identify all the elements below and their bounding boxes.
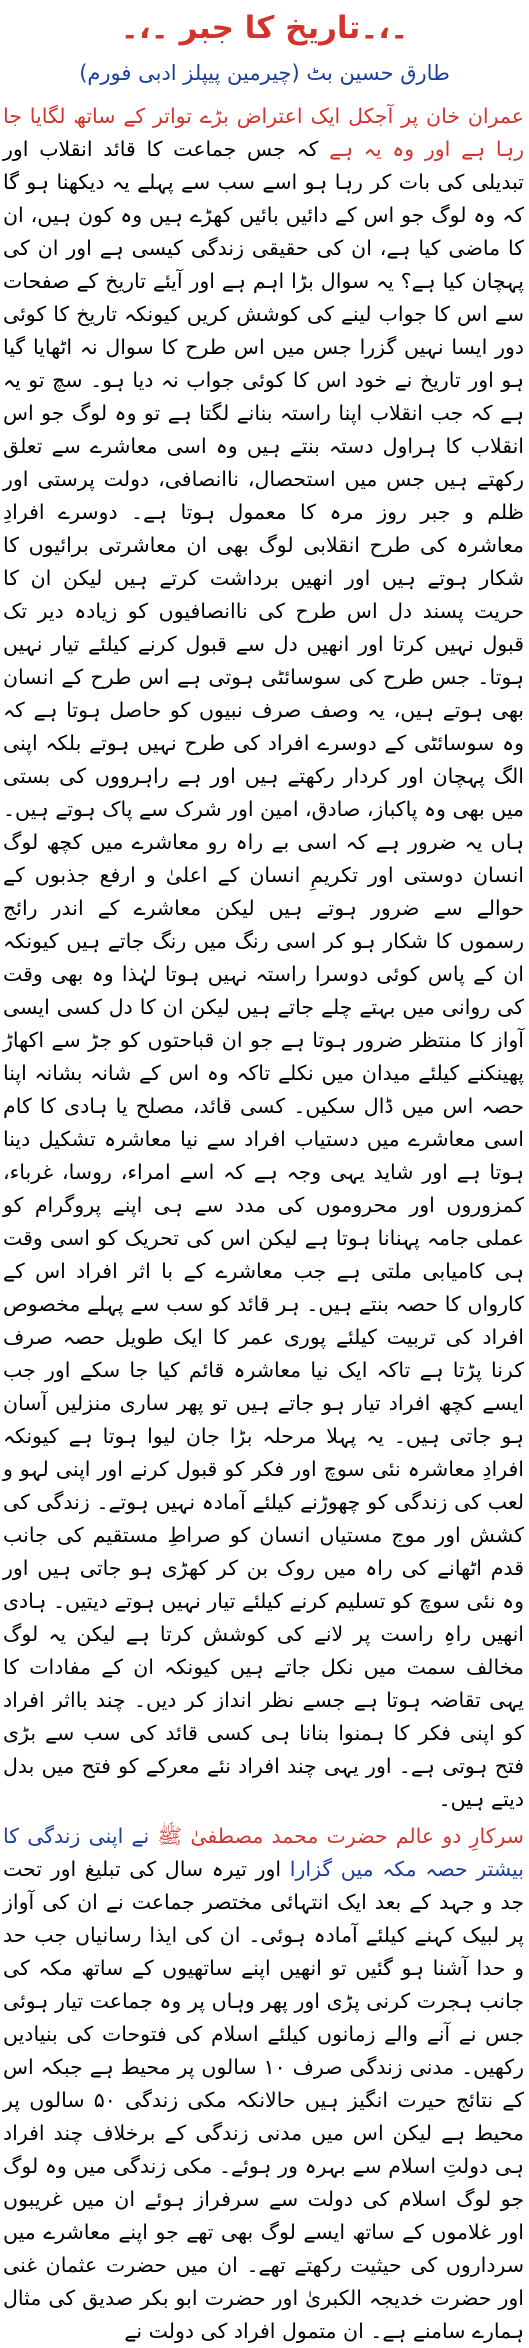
honorific-mark: ﷺ (157, 1824, 183, 1848)
article-paragraph (3, 1820, 524, 2348)
paragraph-lead: سرکارِ دو عالم حضرت محمد مصطفیٰ (190, 1824, 524, 1848)
article-title: ۔،۔تاریخ کا جبر ۔،۔ (120, 10, 409, 46)
paragraph-text: اور تیرہ سال کی تبلیغ اور تحت جد و جہد کے بعد ایک انتہائی مختصر جماعت نے ان کی آواز پر لبیک کہنے کیلئے آمادہ ہوئی۔ ان کی ایذا رسانیاں جب حد و حدا آشنا ہو گئیں تو انھیں اپنے ساتھیوں کے ساتھ مکہ کی جانب ہجرت کرنی پڑی اور پھر وہاں پر وہ جماعت تیار ہوئی جس نے آنے والے زمانوں کیلئے اسلام کی فتوحات کی بنیادیں رکھیں۔ مدنی زندگی صرف ۱۰ سالوں پر محیط ہے جبکہ اس کے نتائج حیرت انگیز ہیں حالانکہ مکی زندگی ۵۰ سالوں پر محیط ہے لیکن اس میں مدنی زندگی کے برخلاف چند افراد ہی دولتِ اسلام سے بہرہ ور ہوئے۔ مکی زندگی میں وہ لوگ جو لوگ اسلام کی دولت سے سرفراز ہوئے ان میں غریبوں اور غلاموں کے ساتھ ایسے لوگ بھی تھے جو اپنے معاشرے میں سرداروں کی حیثیت رکھتے تھے۔ ان میں حضرت عثمان غنی اور حضرت خدیجہ الکبریٰ اور حضرت ابو بکر صدیق کی مثال ہمارے سامنے ہے۔ ان متمول افراد کی دولت نے (3, 1857, 524, 2343)
paragraph-lead-tail: نے اپنی زندگی کا بیشتر حصہ مکہ میں گزارا (3, 1824, 524, 1881)
article-body (3, 100, 524, 2343)
article-paragraph (3, 100, 524, 1816)
author-byline: طارق حسین بٹ (چیرمین پیپلز ادبی فورم) (79, 61, 450, 85)
paragraph-lead: عمران خان پر آجکل ایک اعتراض بڑے تواتر کے ساتھ لگایا جا رہا ہے اور وہ یہ ہے (3, 104, 524, 161)
paragraph-text: کہ جس جماعت کا قائد انقلاب اور تبدیلی کی بات کر رہا ہو اسے سب سے پہلے یہ دیکھنا ہو گا کہ وہ لوگ جو اس کے دائیں بائیں کھڑے ہیں وہ کون ہیں، ان کا ماضی کیا ہے، ان کی حقیقی زندگی کیسی ہے اور ان کی پہچان کیا ہے؟ یہ سوال بڑا اہم ہے اور آیئے تاریخ کے صفحات سے اس کا جواب لینے کی کوشش کریں کیونکہ تاریخ کا کوئی دور ایسا نہیں گزرا جس میں اس طرح کا سوال نہ اٹھایا گیا ہو اور تاریخ نے خود اس کا کوئی جواب نہ دیا ہو۔ سچ تو یہ ہے کہ جب انقلاب اپنا راستہ بنانے لگتا ہے تو وہ لوگ جو اس انقلاب کا ہراول دستہ بنتے ہیں وہ اسی معاشرے سے تعلق رکھتے ہیں جس میں استحصال، ناانصافی، دولت پرستی اور ظلم و جبر روز مرہ کا معمول ہوتا ہے۔ دوسرے افرادِ معاشرہ کی طرح انقلابی لوگ بھی ان معاشرتی برائیوں کا شکار ہوتے ہیں اور انھیں برداشت کرتے ہیں لیکن ان کا حریت پسند دل اس طرح کی ناانصافیوں کو زیادہ دیر تک قبول نہیں کرتا اور انھیں دل سے قبول کرنے کیلئے تیار نہیں ہوتا۔ جس طرح کی سوسائٹی ہوتی ہے اس طرح کے انسان بھی ہوتے ہیں، یہ وصف صرف نبیوں کو حاصل ہوتا ہے کہ وہ سوسائٹی کے دوسرے افراد کی طرح نہیں ہوتے بلکہ اپنی الگ پہچان اور کردار رکھتے ہیں اور ہے راہرووں کی بستی میں بھی وہ پاکباز، صادق، امین اور شرک سے پاک ہوتے ہیں۔ ہاں یہ ضرور ہے کہ اسی بے راہ رو معاشرے میں کچھ لوگ انسان دوستی اور تکریمِ انسان کے اعلیٰ و ارفع جذبوں کے حوالے سے ضرور ہوتے ہیں لیکن معاشرے کے اندر رائج رسموں کا شکار ہو کر اسی رنگ میں رنگ جاتے ہیں کیونکہ ان کے پاس کوئی دوسرا راستہ نہیں ہوتا لہٰذا وہ بھی وقت کی روانی میں بہتے چلے جاتے ہیں لیکن ان کا دل کسی ایسی آواز کا منتظر ضرور ہوتا ہے جو ان قباحتوں کو جڑ سے اکھاڑ پھینکنے کیلئے میدان میں نکلے تاکہ وہ اس کے شانہ بشانہ اپنا حصہ اس میں ڈال سکیں۔ کسی قائد، مصلح یا ہادی کا کام اسی معاشرے میں دستیاب افراد سے نیا معاشرہ تشکیل دینا ہوتا ہے اور شاید یہی وجہ ہے کہ اسے امراء، روسا، غرباء، کمزوروں اور محروموں کی مدد سے ہی اپنے پروگرام کو عملی جامہ پہنانا ہوتا ہے لیکن اس کی تحریک کو اسی وقت ہی کامیابی ملتی ہے جب معاشرے کے با اثر افراد اس کے کارواں کا حصہ بنتے ہیں۔ ہر قائد کو سب سے پہلے مخصوص افراد کی تربیت کیلئے پوری عمر کا ایک طویل حصہ صرف کرنا پڑتا ہے تاکہ ایک نیا معاشرہ قائم کیا جا سکے اور جب ایسے کچھ افراد تیار ہو جاتے ہیں تو پھر ساری منزلیں آسان ہو جاتی ہیں۔ یہ پہلا مرحلہ بڑا جان لیوا ہوتا ہے کیونکہ افرادِ معاشرہ نئی سوچ اور فکر کو قبول کرنے اور اپنی لہو و لعب کی زندگی کو چھوڑنے کیلئے آمادہ نہیں ہوتے۔ زندگی کی کشش اور موج مستیاں انسان کو صراطِ مستقیم کی جانب قدم اٹھانے کی راہ میں روک بن کر کھڑی ہو جاتی ہیں اور وہ نئی سوچ کو تسلیم کرنے کیلئے تیار نہیں ہوتے دیتیں۔ ہادی انھیں راہِ راست پر لانے کی کوشش کرتا ہے لیکن یہ لوگ مخالف سمت میں نکل جاتے ہیں کیونکہ ان کے مفادات کا یہی تقاضہ ہوتا ہے جسے نظر انداز کر دیں۔ چند بااثر افراد کو اپنی فکر کا ہمنوا بنانا ہی کسی قائد کی سب سے بڑی فتح ہوتی ہے۔ اور یہی چند افراد نئے معرکے کو فتح میں بدل دیتے ہیں۔ (3, 137, 524, 1811)
